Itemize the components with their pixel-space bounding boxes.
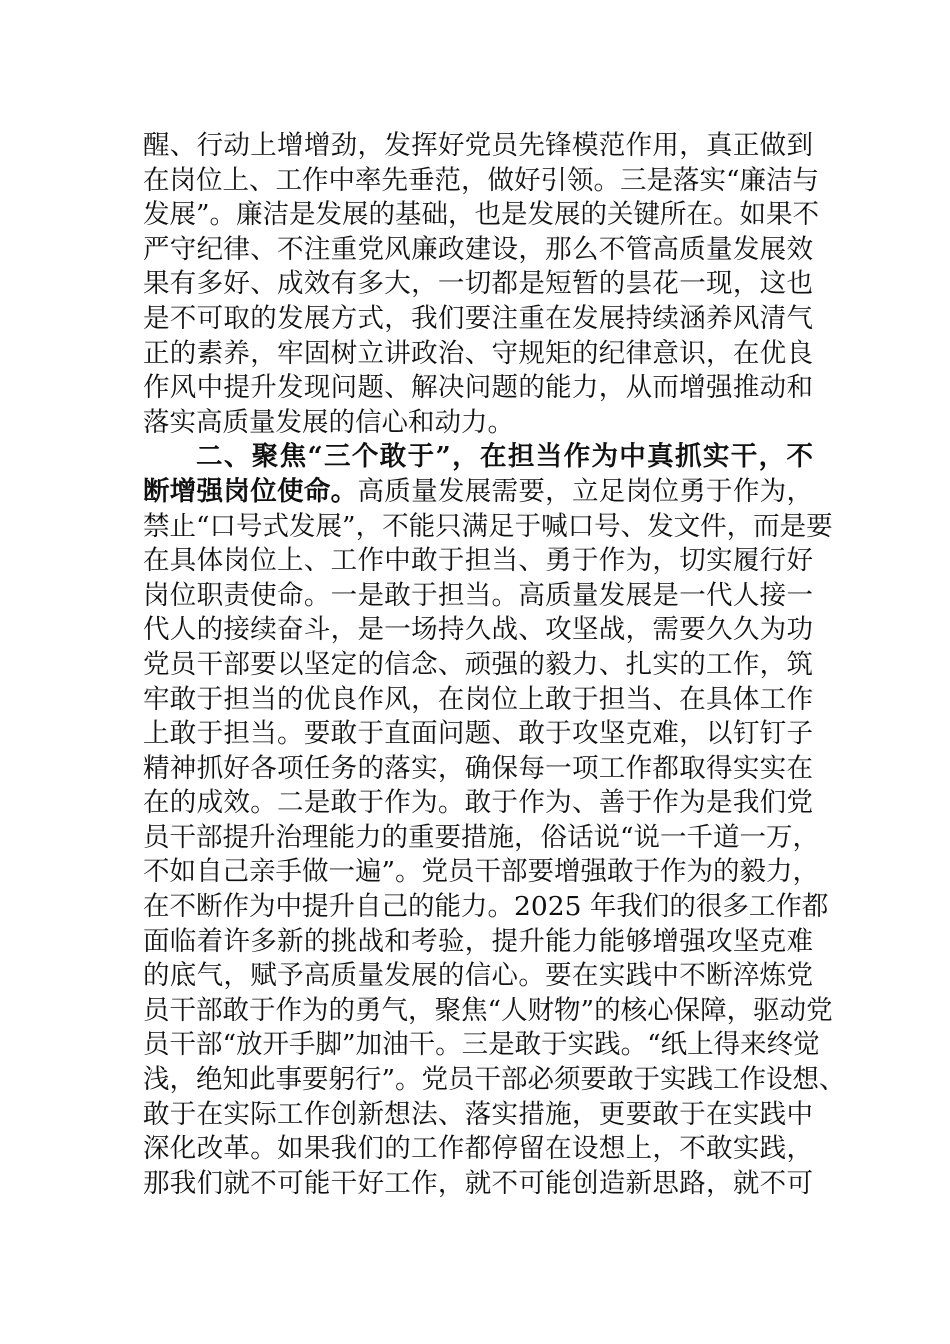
text-line: 落实高质量发展的信心和动力。: [143, 406, 514, 438]
text-line: 浅，绝知此事要躬行”。党员干部必须要敢于实践工作设想、: [143, 1064, 846, 1096]
text-line: 深化改革。如果我们的工作都停留在设想上，不敢实践，: [143, 1133, 813, 1165]
text-line: 面临着许多新的挑战和考验，提升能力能够增强攻坚克难: [143, 925, 813, 957]
text-line: 在具体岗位上、工作中敢于担当、勇于作为，切实履行好: [143, 545, 813, 577]
text-line: 代人的接续奋斗，是一场持久战、攻坚战，需要久久为功: [143, 614, 813, 646]
text-line: 在岗位上、工作中率先垂范，做好引领。三是落实“廉洁与: [143, 164, 820, 196]
text-line: 正的素养，牢固树立讲政治、守规矩的纪律意识，在优良: [143, 337, 813, 369]
text-line: 禁止“口号式发展”，不能只满足于喊口号、发文件，而是要: [143, 510, 833, 542]
text-line: 精神抓好各项任务的落实，确保每一项工作都取得实实在: [143, 752, 813, 784]
text-line: 在不断作为中提升自己的能力。2025 年我们的很多工作都: [143, 891, 829, 923]
text-line: 在的成效。二是敢于作为。敢于作为、善于作为是我们党: [143, 787, 813, 819]
text-line: 员干部“放开手脚”加油干。三是敢于实践。“纸上得来终觉: [143, 1029, 820, 1061]
text-line: 牢敢于担当的优良作风，在岗位上敢于担当、在具体工作: [143, 683, 813, 715]
text-line: 果有多好、成效有多大，一切都是短暂的昙花一现，这也: [143, 268, 813, 300]
text-line: 发展”。廉洁是发展的基础，也是发展的关键所在。如果不: [143, 199, 820, 231]
text-line: 醒、行动上增增劲，发挥好党员先锋模范作用，真正做到: [143, 130, 813, 161]
text-line: 不如自己亲手做一遍”。党员干部要增强敢于作为的毅力，: [143, 856, 820, 888]
text-line: 员干部提升治理能力的重要措施，俗话说“说一千道一万，: [143, 821, 820, 853]
section-heading-line: [143, 475, 813, 510]
section-heading: 二、聚焦“三个敢于”，在担当作为中真抓实干，不: [196, 441, 813, 473]
text-line: 的底气，赋予高质量发展的信心。要在实践中不断淬炼党: [143, 960, 813, 992]
text-line: 敢于在实际工作创新想法、落实措施，更要敢于在实践中: [143, 1098, 813, 1130]
body-text: [143, 129, 846, 1201]
text-line: 党员干部要以坚定的信念、顽强的毅力、扎实的工作，筑: [143, 648, 813, 680]
text-line: 员干部敢于作为的勇气，聚焦“人财物”的核心保障，驱动党: [143, 994, 833, 1026]
text-line: 严守纪律、不注重党风廉政建设，那么不管高质量发展效: [143, 233, 813, 265]
section-heading-line: [143, 440, 813, 475]
section-heading-end: 断增强岗位使命。: [143, 475, 358, 507]
text-line: 作风中提升发现问题、解决问题的能力，从而增强推动和: [143, 372, 813, 404]
text-line: 那我们就不可能干好工作，就不可能创造新思路，就不可: [143, 1167, 813, 1199]
text-span: 高质量发展需要，立足岗位勇于作为，: [357, 475, 813, 507]
text-line: 上敢于担当。要敢于直面问题、敢于攻坚克难，以钉钉子: [143, 718, 813, 750]
text-line: 岗位职责使命。一是敢于担当。高质量发展是一代人接一: [143, 579, 813, 611]
text-line: 是不可取的发展方式，我们要注重在发展持续涵养风清气: [143, 302, 813, 334]
